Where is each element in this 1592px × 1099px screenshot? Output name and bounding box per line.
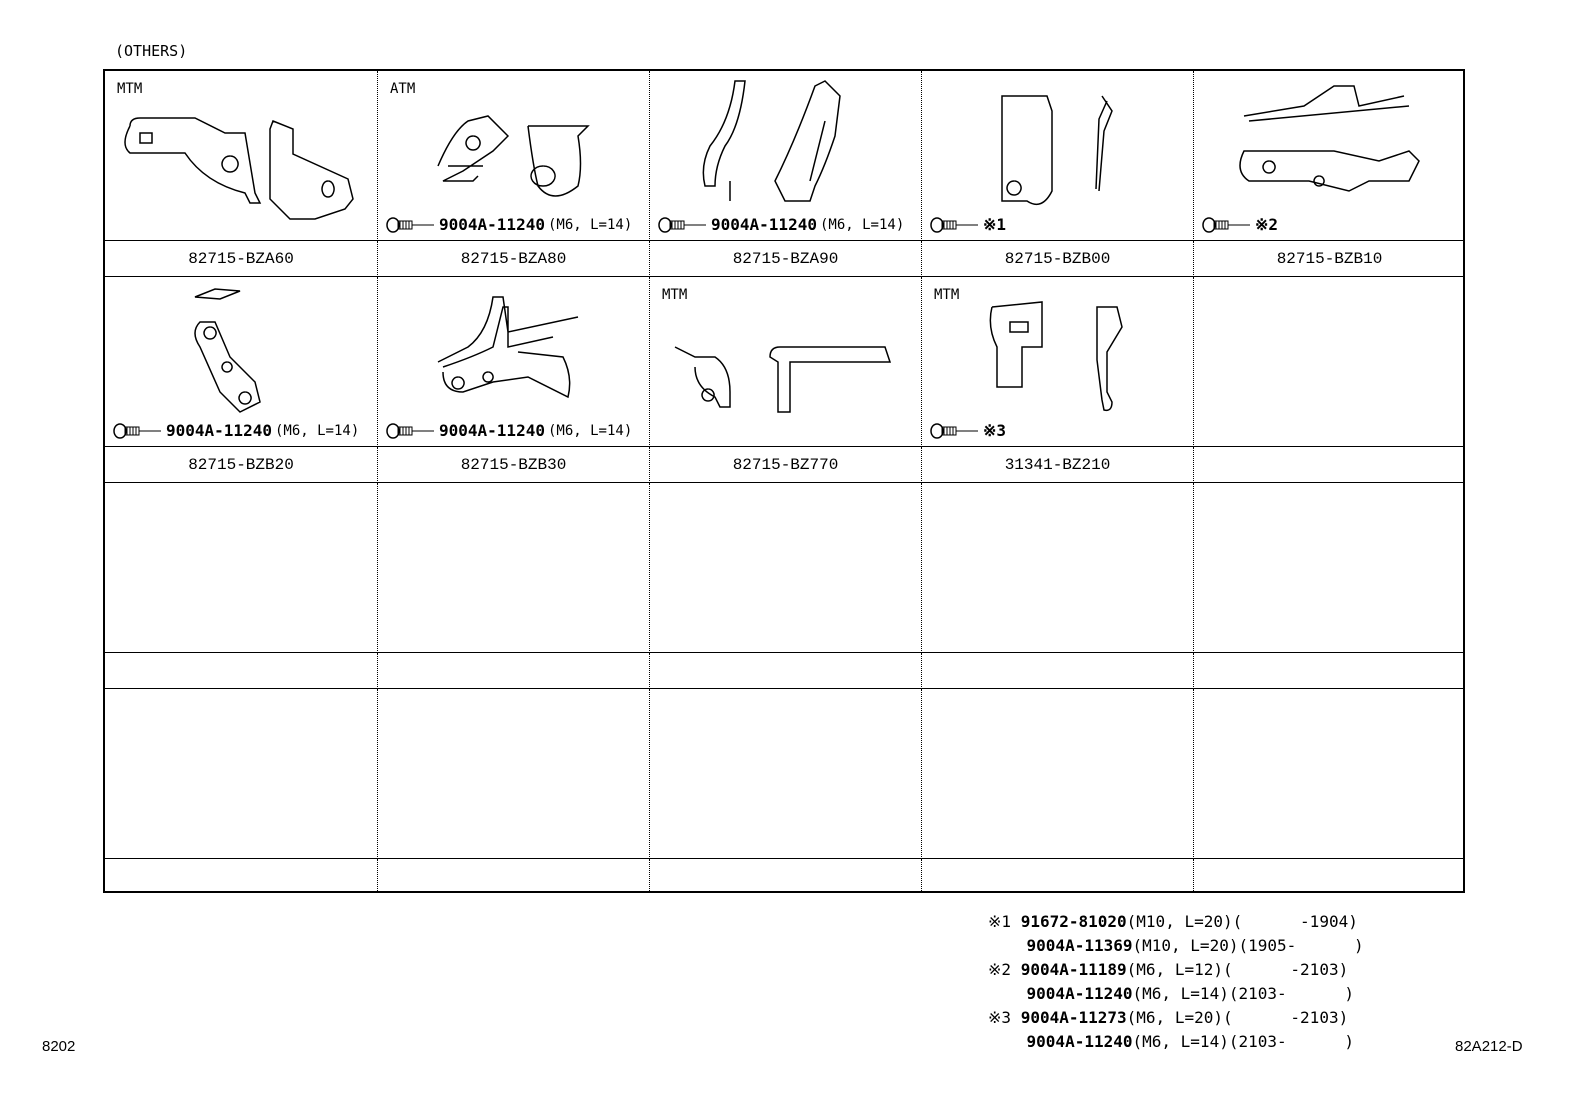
empty-cell — [105, 859, 378, 893]
section-title: (OTHERS) — [115, 42, 188, 60]
part-number: 31341-BZ210 — [922, 447, 1194, 483]
bolt-icon — [658, 217, 708, 233]
bracket-drawing — [105, 71, 378, 241]
bolt-icon — [113, 423, 163, 439]
empty-cell — [922, 689, 1194, 859]
part-number: 82715-BZA90 — [650, 241, 922, 277]
empty-cell — [105, 689, 378, 859]
empty-cell — [378, 483, 650, 653]
transmission-tag: MTM — [934, 287, 960, 303]
bolt-callout: 9004A-11240 (M6, L=14) — [386, 421, 632, 440]
part-number: 82715-BZB20 — [105, 447, 378, 483]
part-illustration-cell — [378, 277, 650, 447]
illustration-code: 82A212-D — [1455, 1038, 1523, 1055]
part-number: 82715-BZB30 — [378, 447, 650, 483]
part-illustration-cell — [922, 71, 1194, 241]
transmission-tag: MTM — [117, 81, 143, 97]
part-illustration-cell — [105, 71, 378, 241]
bolt-icon — [930, 423, 980, 439]
empty-cell — [1194, 689, 1465, 859]
bolt-callout: ※1 — [930, 215, 1006, 234]
footnote: ※2 9004A-11189(M6, L=12)( -2103) 9004A-11240(M6, L=14)(2103- ) — [988, 960, 1355, 1003]
part-illustration-cell — [922, 277, 1194, 447]
empty-cell — [378, 859, 650, 893]
part-illustration-cell — [650, 71, 922, 241]
part-number: 82715-BZA80 — [378, 241, 650, 277]
part-number: 82715-BZ770 — [650, 447, 922, 483]
empty-cell — [922, 859, 1194, 893]
empty-cell — [650, 483, 922, 653]
bolt-icon — [930, 217, 980, 233]
bolt-callout: 9004A-11240 (M6, L=14) — [113, 421, 359, 440]
part-illustration-cell — [650, 277, 922, 447]
page-code-left: 8202 — [42, 1038, 76, 1055]
empty-cell — [105, 483, 378, 653]
part-number — [1194, 447, 1465, 483]
footnote: ※3 9004A-11273(M6, L=20)( -2103) 9004A-11240(M6, L=14)(2103- ) — [988, 1008, 1355, 1051]
part-illustration-cell — [378, 71, 650, 241]
empty-cell — [378, 689, 650, 859]
empty-cell — [922, 483, 1194, 653]
empty-cell — [650, 689, 922, 859]
transmission-tag: MTM — [662, 287, 688, 303]
empty-cell — [1194, 483, 1465, 653]
bolt-icon — [1202, 217, 1252, 233]
footnote: ※1 91672-81020(M10, L=20)( -1904) 9004A-11369(M10, L=20)(1905- ) — [988, 912, 1364, 955]
part-number: 82715-BZB00 — [922, 241, 1194, 277]
bolt-icon — [386, 217, 436, 233]
part-illustration-cell — [1194, 71, 1465, 241]
empty-cell — [922, 653, 1194, 689]
bolt-callout: ※2 — [1202, 215, 1278, 234]
bolt-icon — [386, 423, 436, 439]
bolt-callout: ※3 — [930, 421, 1006, 440]
part-number: 82715-BZB10 — [1194, 241, 1465, 277]
parts-grid — [103, 69, 1465, 893]
bolt-callout: 9004A-11240 (M6, L=14) — [658, 215, 904, 234]
part-illustration-cell — [1194, 277, 1465, 447]
empty-cell — [1194, 653, 1465, 689]
empty-cell — [650, 653, 922, 689]
bolt-callout: 9004A-11240 (M6, L=14) — [386, 215, 632, 234]
bracket-drawing — [650, 277, 922, 447]
empty-cell — [1194, 859, 1465, 893]
empty-cell — [650, 859, 922, 893]
transmission-tag: ATM — [390, 81, 416, 97]
part-number: 82715-BZA60 — [105, 241, 378, 277]
part-illustration-cell — [105, 277, 378, 447]
empty-cell — [105, 653, 378, 689]
empty-cell — [378, 653, 650, 689]
